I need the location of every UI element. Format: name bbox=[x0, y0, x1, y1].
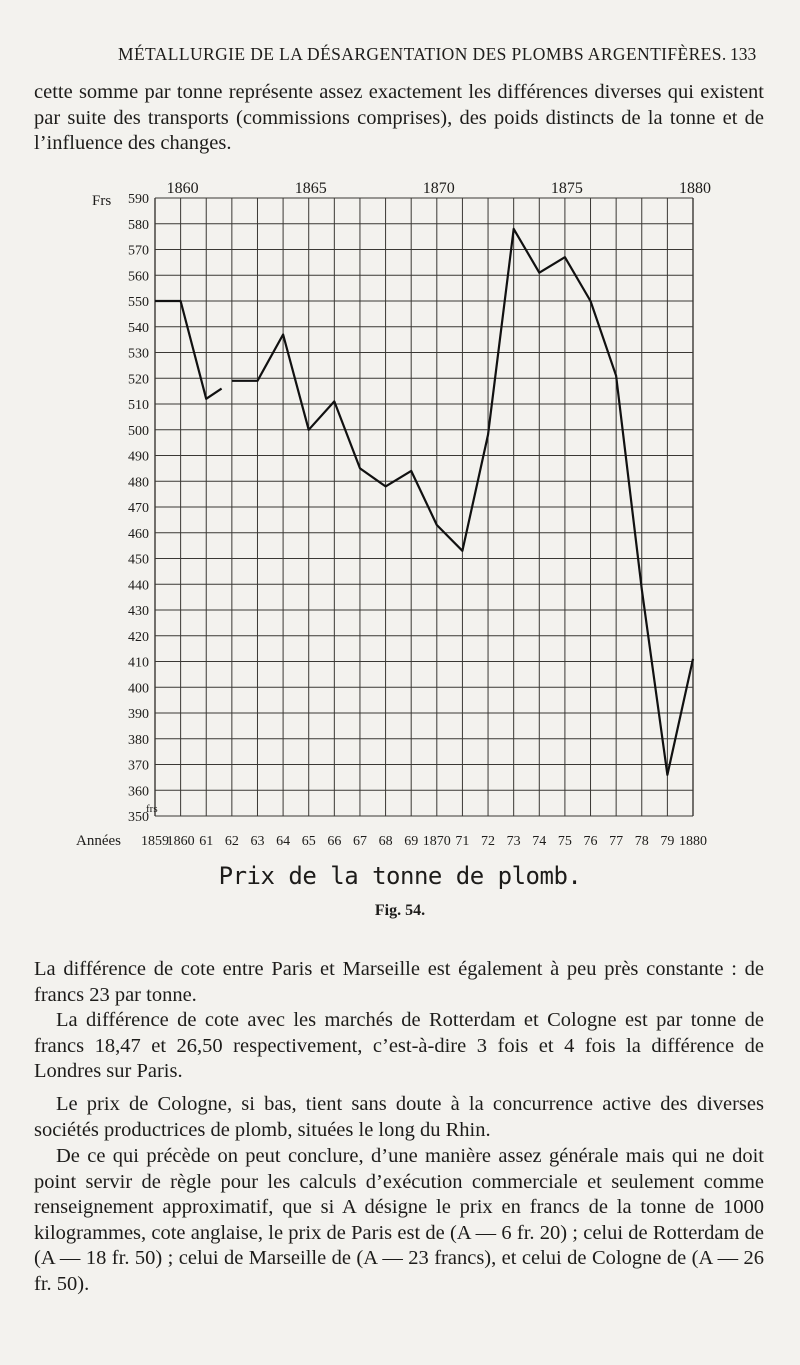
top-year-label: 1870 bbox=[422, 180, 455, 197]
top-year-labels bbox=[167, 180, 711, 197]
chart-grid bbox=[155, 198, 693, 816]
x-tick-labels bbox=[141, 834, 707, 849]
y-tick-labels bbox=[128, 192, 149, 825]
y-tick-label: 470 bbox=[128, 501, 149, 516]
y-tick-label: 410 bbox=[128, 655, 149, 671]
y-tick-label: 360 bbox=[128, 784, 149, 800]
top-year-label: 1865 bbox=[294, 180, 327, 197]
paragraph-3: Le prix de Cologne, si bas, tient sans doute à la concurrence active des diverses sociétés productrices de plomb, situées le long du Rhin. bbox=[34, 1093, 764, 1141]
x-tick-label: 77 bbox=[609, 834, 624, 849]
y-tick-label: 430 bbox=[128, 604, 149, 619]
x-tick-label: 1880 bbox=[679, 834, 707, 849]
x-tick-label: 66 bbox=[327, 834, 342, 849]
y-tick-label: 550 bbox=[128, 295, 149, 310]
x-tick-label: 1870 bbox=[422, 834, 451, 849]
figure-caption: Prix de la tonne de plomb. bbox=[218, 862, 582, 890]
y-tick-label: 510 bbox=[128, 398, 149, 413]
y-tick-label: 520 bbox=[128, 372, 149, 388]
x-tick-label: 68 bbox=[378, 834, 393, 849]
x-tick-label: 72 bbox=[481, 834, 496, 849]
y-tick-label: 440 bbox=[128, 578, 149, 594]
paragraph-1: La différence de cote entre Paris et Marseille est également à peu près constante : de francs 23 par tonne. bbox=[34, 958, 764, 1006]
x-tick-label: 1860 bbox=[166, 834, 195, 849]
x-tick-label: 74 bbox=[532, 834, 547, 849]
y-tick-label: 480 bbox=[128, 475, 149, 491]
x-tick-label: 69 bbox=[404, 834, 419, 849]
x-tick-label: 1859 bbox=[141, 834, 169, 849]
x-tick-label: 67 bbox=[352, 834, 367, 849]
y-tick-label: 500 bbox=[128, 423, 149, 439]
x-tick-label: 63 bbox=[250, 834, 265, 849]
y-tick-label: 450 bbox=[128, 552, 149, 568]
y-tick-label: 380 bbox=[128, 732, 149, 748]
running-title: MÉTALLURGIE DE LA DÉSARGENTATION DES PLOMBS ARGENTIFÈRES. bbox=[118, 44, 727, 64]
x-tick-label: 65 bbox=[301, 834, 316, 849]
paragraph-4: De ce qui précède on peut conclure, d’une manière assez générale mais qui ne doit point servir de règle pour les calculs d’exécution commerciale et seulement comme renseignement approximatif, que si A désigne le prix en francs de la tonne de 1000 kilogrammes, cote anglaise, le prix de Paris est de (A — 6 fr. 20) ; celui de Rotterdam de (A — 18 fr. 50) ; celui de Marseille de (A — 23 francs), et celui de Cologne de (A — 26 fr. 50). bbox=[34, 1145, 764, 1295]
y-unit-label-bottom: frs bbox=[146, 803, 158, 815]
top-year-label: 1875 bbox=[550, 180, 583, 197]
y-tick-label: 350 bbox=[128, 810, 149, 825]
x-axis-title: Années bbox=[76, 833, 121, 849]
y-tick-label: 390 bbox=[128, 707, 149, 722]
x-tick-label: 64 bbox=[276, 834, 291, 849]
price-series bbox=[155, 229, 693, 775]
x-tick-label: 76 bbox=[583, 834, 598, 849]
y-tick-label: 370 bbox=[128, 758, 149, 774]
y-tick-label: 420 bbox=[128, 629, 149, 645]
top-year-label: 1880 bbox=[679, 180, 711, 197]
x-tick-label: 79 bbox=[660, 834, 675, 849]
x-tick-label: 61 bbox=[199, 834, 214, 849]
top-year-label: 1860 bbox=[166, 180, 199, 197]
x-tick-label: 75 bbox=[557, 834, 572, 849]
y-unit-label: Frs bbox=[92, 193, 112, 209]
page-number: 133 bbox=[730, 44, 757, 64]
x-tick-label: 71 bbox=[455, 834, 470, 849]
y-tick-label: 570 bbox=[128, 243, 149, 259]
y-tick-label: 400 bbox=[128, 681, 149, 697]
paragraph-2: La différence de cote avec les marchés de Rotterdam et Cologne est par tonne de francs 18,47 et 26,50 respectivement, c’est-à-dire 3 fois et 4 fois la différence de Londres sur Paris. bbox=[34, 1009, 764, 1082]
x-tick-label: 78 bbox=[634, 834, 649, 849]
y-tick-label: 460 bbox=[128, 526, 149, 542]
y-tick-label: 590 bbox=[128, 192, 149, 207]
y-tick-label: 580 bbox=[128, 217, 149, 233]
figure-label: Fig. 54. bbox=[374, 902, 426, 919]
paragraph-intro: cette somme par tonne représente assez exactement les différences diverses qui existent par suite des transports (commissions comprises), des poids distincts de la tonne et de l’influence des changes. bbox=[34, 81, 764, 154]
y-tick-label: 540 bbox=[128, 320, 149, 336]
x-tick-label: 62 bbox=[224, 834, 239, 849]
y-tick-label: 530 bbox=[128, 346, 149, 362]
lead-price-chart bbox=[0, 180, 800, 860]
x-tick-label: 73 bbox=[506, 834, 521, 849]
y-tick-label: 490 bbox=[128, 449, 149, 465]
running-header bbox=[0, 44, 800, 72]
y-tick-label: 560 bbox=[128, 269, 149, 285]
price-line-segment-1 bbox=[155, 301, 222, 399]
